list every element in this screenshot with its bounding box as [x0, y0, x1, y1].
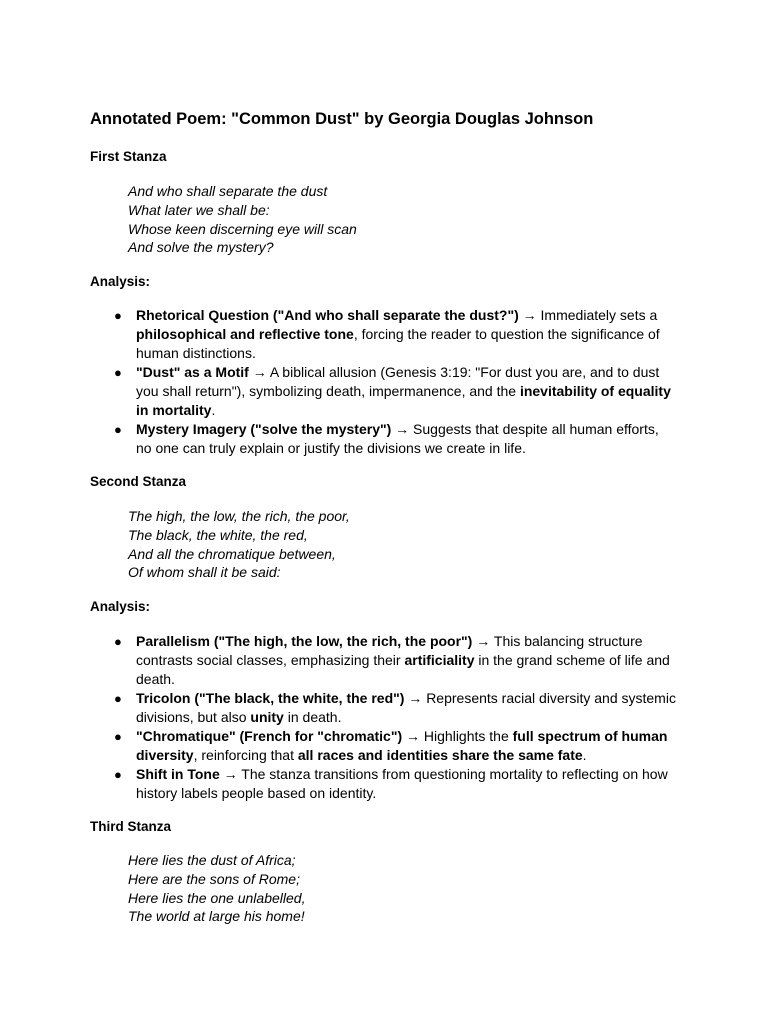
section-heading-second-stanza: Second Stanza [90, 474, 187, 489]
analysis-item [114, 689, 676, 727]
emphasis-text: "Dust" as a Motif [136, 364, 249, 380]
poem-line: Whose keen discerning eye will scan [128, 220, 357, 237]
analysis-text: . [211, 402, 216, 418]
analysis-text: in death. [283, 709, 342, 725]
bullet-icon: ● [114, 308, 122, 323]
emphasis-text: Shift in Tone [136, 766, 220, 782]
analysis-item [114, 306, 676, 363]
analysis-heading-first: Analysis: [90, 274, 151, 289]
bullet-icon: ● [114, 422, 122, 437]
emphasis-text: all races and identities share the same fate [297, 747, 583, 763]
section-heading-third-stanza: Third Stanza [90, 819, 172, 834]
poem-line: And who shall separate the dust [128, 183, 328, 199]
emphasis-text: Parallelism ("The high, the low, the rich, the poor") [136, 633, 473, 649]
bullet-icon: ● [114, 365, 122, 380]
analysis-text: , forcing the reader to question the significance of human distinctions. [136, 326, 660, 361]
poem-line: Here are the sons of Rome; [128, 870, 300, 887]
analysis-item [114, 765, 676, 803]
analysis-text: . [582, 747, 587, 763]
analysis-text: → Highlights the [402, 728, 513, 744]
emphasis-text: "Chromatique" (French for "chromatic") [136, 728, 403, 744]
poem-line: What later we shall be: [128, 201, 270, 218]
poem-line: And all the chromatique between, [128, 545, 336, 562]
analysis-heading-second: Analysis: [90, 599, 151, 614]
poem-line: Here lies the one unlabelled, [128, 889, 306, 906]
analysis-text: , reinforcing that [193, 747, 298, 763]
bullet-icon: ● [114, 729, 122, 744]
analysis-item [114, 727, 676, 765]
analysis-text: → A biblical allusion (Genesis 3:19: "For dust you are, and to dust you shall return"), symbolizing death, impermanence, and the [136, 364, 660, 399]
analysis-item [114, 632, 676, 689]
emphasis-text: Rhetorical Question ("And who shall separate the dust?") [136, 307, 519, 323]
stanza-third [128, 851, 305, 926]
analysis-text: → Suggests that despite all human efforts, no one can truly explain or justify the divisions we create in life. [136, 421, 659, 456]
poem-line: The world at large his home! [128, 908, 305, 925]
emphasis-text: inevitability of equality in mortality [136, 383, 671, 418]
emphasis-text: Mystery Imagery ("solve the mystery") [136, 421, 392, 437]
bullet-icon: ● [114, 691, 122, 706]
bullet-icon: ● [114, 634, 122, 649]
analysis-item [114, 420, 676, 458]
analysis-text: → Immediately sets a [518, 307, 658, 323]
analysis-list-first [114, 306, 676, 458]
analysis-list-second [114, 632, 676, 803]
analysis-text: in the grand scheme of life and death. [136, 652, 670, 687]
document-title: Annotated Poem: "Common Dust" by Georgia Douglas Johnson [90, 110, 594, 128]
analysis-text: → Represents racial diversity and systemic divisions, but also [136, 690, 676, 725]
emphasis-text: Tricolon ("The black, the white, the red") [136, 690, 405, 706]
poem-line: Here lies the dust of Africa; [128, 852, 296, 868]
section-heading-first-stanza: First Stanza [90, 149, 167, 164]
emphasis-text: unity [250, 709, 284, 725]
poem-line: And solve the mystery? [128, 239, 274, 256]
emphasis-text: philosophical and reflective tone [136, 326, 354, 342]
stanza-first [128, 182, 357, 257]
poem-line: The high, the low, the rich, the poor, [128, 508, 350, 524]
emphasis-text: artificiality [404, 652, 475, 668]
analysis-text: → The stanza transitions from questioning mortality to reflecting on how history labels people based on identity. [136, 766, 668, 801]
emphasis-text: full spectrum of human diversity [136, 728, 668, 763]
stanza-second [128, 507, 350, 582]
poem-line: The black, the white, the red, [128, 526, 308, 543]
analysis-item [114, 363, 676, 420]
analysis-text: → This balancing structure contrasts social classes, emphasizing their [136, 633, 643, 668]
poem-line: Of whom shall it be said: [128, 564, 281, 581]
bullet-icon: ● [114, 767, 122, 782]
